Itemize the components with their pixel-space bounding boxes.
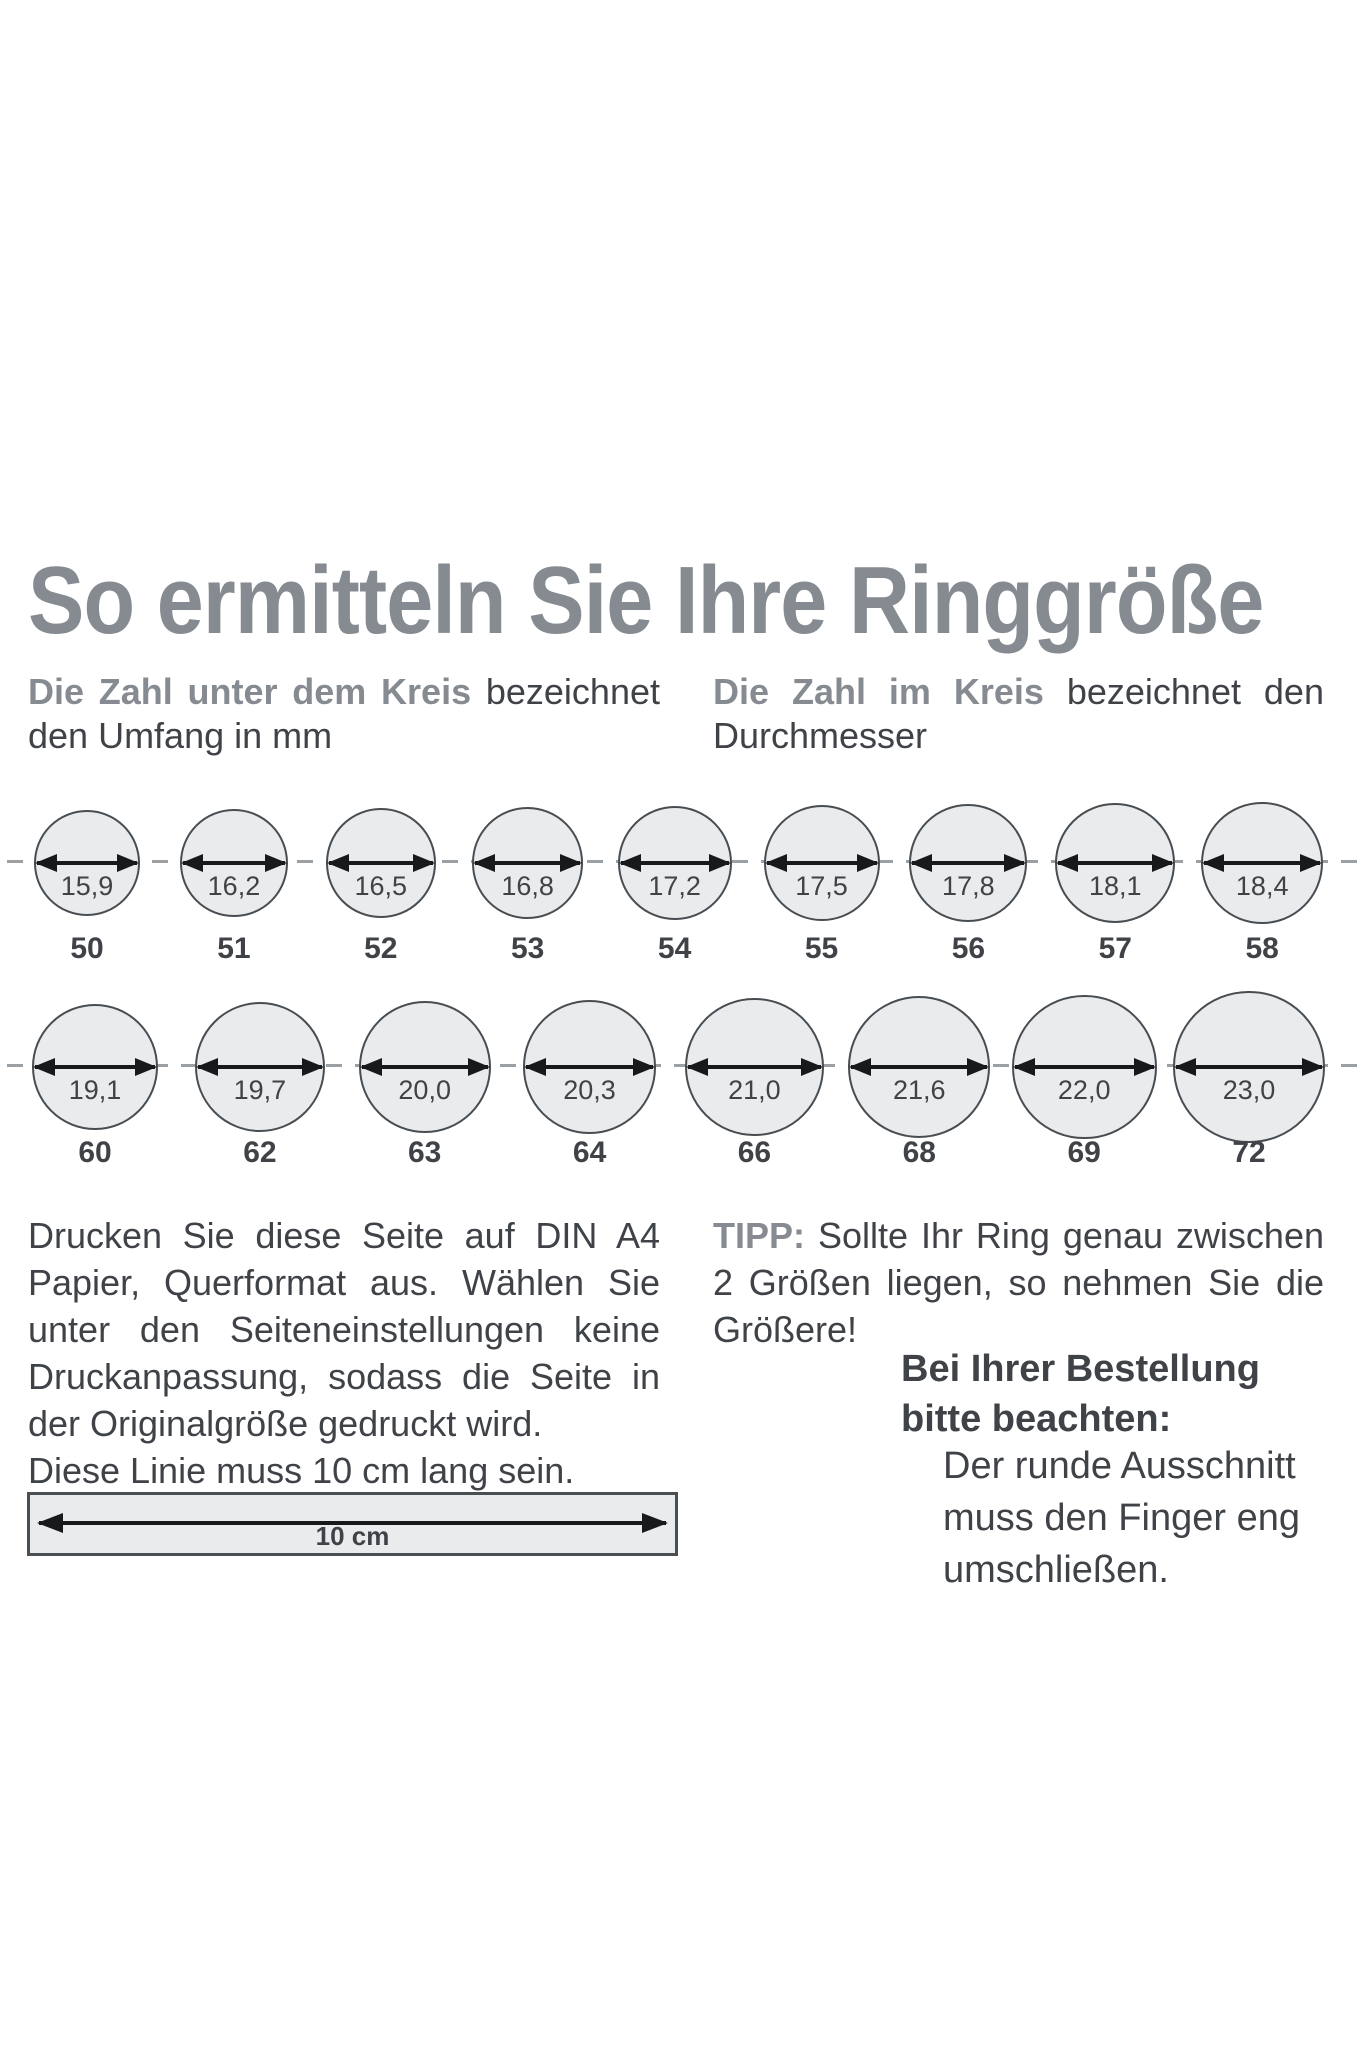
diameter-arrow-icon (851, 1065, 987, 1069)
diameter-arrow-icon (767, 861, 877, 865)
diameter-arrow-icon (621, 861, 729, 865)
ring-diameter-value: 17,8 (942, 870, 995, 901)
ring-circle-69 (1012, 995, 1157, 1140)
ring-circle-63 (359, 1001, 491, 1133)
ring-circle-62 (195, 1002, 325, 1132)
ring-diameter-value: 21,0 (728, 1074, 781, 1105)
diameter-arrow-icon (1058, 861, 1172, 865)
ring-diameter-value: 16,5 (354, 870, 408, 901)
instruction-line: der Originalgröße gedruckt wird. (28, 1403, 543, 1444)
tip-note (713, 1212, 1324, 1353)
order-note-heading-line2: bitte beachten: (901, 1398, 1172, 1440)
legend-diameter-line1 (713, 670, 1324, 714)
diameter-arrow-icon (362, 1065, 488, 1069)
ring-diameter-value: 19,1 (68, 1074, 122, 1105)
ring-circle-55 (764, 805, 880, 921)
ring-diameter-value: 20,3 (563, 1074, 616, 1105)
ring-size-label: 60 (78, 1136, 112, 1169)
legend-circumference-lead: Die Zahl unter dem Kreis (28, 671, 472, 712)
ring-diameter-value: 22,0 (1057, 1074, 1111, 1105)
diameter-arrow-icon (35, 1065, 155, 1069)
ring-circle-50 (34, 810, 140, 916)
legend-diameter-line2: Durchmesser (713, 715, 928, 756)
ring-circle-51 (180, 809, 288, 917)
ring-diameter-value: 18,4 (1235, 870, 1289, 901)
order-note-body-line3: umschließen. (943, 1549, 1169, 1591)
diameter-arrow-icon (198, 1065, 322, 1069)
diameter-arrow-icon (183, 861, 285, 865)
ring-circle-53 (472, 807, 584, 919)
diameter-arrow-icon (1176, 1065, 1321, 1069)
ring-size-label: 63 (408, 1136, 442, 1169)
tip-line1 (713, 1212, 1324, 1259)
ring-size-label: 69 (1067, 1136, 1101, 1169)
instruction-line: Papier, Querformat aus. Wählen Sie (28, 1262, 660, 1303)
diameter-arrow-icon (688, 1065, 820, 1069)
legend-diameter-lead: Die Zahl im Kreis (713, 671, 1044, 712)
order-note-body-line1: Der runde Ausschnitt (943, 1445, 1296, 1487)
order-note-heading (901, 1344, 1260, 1444)
ring-size-label: 57 (1098, 932, 1132, 965)
diameter-arrow-icon (1204, 861, 1320, 865)
ring-circle-60 (32, 1004, 158, 1130)
ring-diameter-value: 17,5 (795, 871, 848, 901)
ring-size-label: 54 (657, 932, 692, 965)
diameter-arrow-icon (526, 1065, 654, 1069)
legend-circumference-line1 (28, 670, 660, 714)
order-note-body-line2: muss den Finger eng (943, 1497, 1300, 1539)
order-note-body (943, 1440, 1300, 1596)
instruction-line: Druckanpassung, sodass die Seite in (28, 1356, 660, 1397)
ruler-length-label: 10 cm (315, 1521, 390, 1551)
ring-diameter-value: 19,7 (233, 1075, 287, 1106)
ring-size-label: 55 (804, 932, 839, 965)
ring-circle-66 (685, 998, 823, 1136)
ring-circle-64 (523, 1000, 657, 1134)
diameter-arrow-icon (329, 861, 433, 865)
tip-line2: 2 Größen liegen, so nehmen Sie die (713, 1262, 1324, 1303)
instruction-line: unter den Seiteneinstellungen keine (28, 1309, 660, 1350)
calibration-ruler (27, 1492, 678, 1556)
ring-size-label: 50 (70, 932, 104, 965)
ring-circle-57 (1055, 803, 1175, 923)
order-note-heading-line1: Bei Ihrer Bestellung (901, 1348, 1260, 1390)
page-title: So ermitteln Sie Ihre Ringgröße (28, 547, 1264, 654)
legend-diameter-rest: bezeichnet den (1066, 671, 1324, 712)
ring-circle-56 (909, 804, 1027, 922)
ring-circle-58 (1201, 802, 1323, 924)
ring-diameter-value: 20,0 (398, 1075, 451, 1105)
ring-diameter-value: 21,6 (893, 1074, 946, 1105)
ring-size-label: 62 (243, 1136, 277, 1169)
ring-diameter-value: 17,2 (648, 871, 701, 902)
ring-size-label: 66 (737, 1136, 772, 1169)
tip-line1-rest: Sollte Ihr Ring genau zwischen (817, 1215, 1324, 1256)
diameter-arrow-icon (37, 861, 137, 865)
ring-size-label: 72 (1232, 1136, 1266, 1169)
ring-circle-54 (618, 806, 732, 920)
ring-diameter-value: 23,0 (1222, 1074, 1276, 1105)
diameter-arrow-icon (1015, 1065, 1154, 1069)
ring-diameter-value: 18,1 (1089, 870, 1142, 901)
ring-diameter-value: 16,8 (501, 870, 554, 901)
ring-size-label: 52 (364, 932, 398, 965)
diameter-arrow-icon (475, 861, 581, 865)
tip-line3: Größere! (713, 1309, 858, 1350)
ring-size-label: 68 (902, 1136, 936, 1169)
ring-circle-68 (848, 996, 990, 1138)
ring-size-label: 64 (572, 1136, 607, 1169)
ring-size-label: 58 (1245, 932, 1279, 965)
legend-circumference (28, 670, 660, 758)
print-instructions (28, 1212, 660, 1494)
diameter-arrow-icon (912, 861, 1024, 865)
legend-circumference-rest: bezeichnet (485, 671, 660, 712)
instruction-line: Diese Linie muss 10 cm lang sein. (28, 1450, 575, 1491)
ring-size-label: 51 (217, 932, 251, 965)
ring-circle-72 (1173, 991, 1324, 1142)
ring-size-label: 53 (511, 932, 545, 965)
tip-lead: TIPP: (713, 1215, 806, 1256)
instruction-line: Drucken Sie diese Seite auf DIN A4 (28, 1215, 660, 1256)
ring-circle-52 (326, 808, 436, 918)
ring-diameter-value: 15,9 (60, 870, 114, 901)
ring-diameter-value: 16,2 (207, 871, 261, 902)
legend-circumference-line2: den Umfang in mm (28, 715, 333, 756)
legend-diameter (713, 670, 1324, 758)
ring-size-label: 56 (951, 932, 986, 965)
